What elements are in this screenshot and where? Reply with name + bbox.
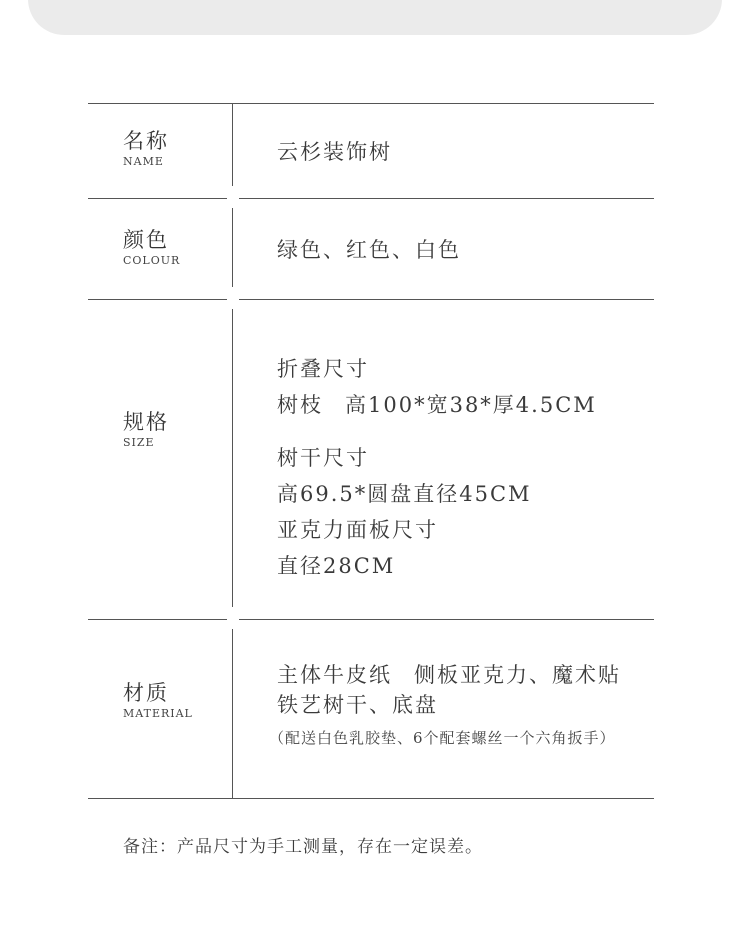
- value-part: 侧板亚克力、魔术贴: [414, 663, 621, 687]
- value-line: 树干尺寸: [277, 446, 369, 470]
- value-part: 高100*宽38*厚4.5CM: [345, 393, 597, 417]
- spec-row-name: [88, 103, 654, 198]
- value-part: 主体牛皮纸: [277, 663, 392, 687]
- label-zh: 规格: [123, 410, 169, 434]
- value-cell: [277, 232, 647, 268]
- value-note: （配送白色乳胶垫、6个配套螺丝一个六角扳手）: [269, 729, 616, 747]
- top-banner: [28, 0, 722, 35]
- footnote: 备注：产品尺寸为手工测量，存在一定误差。: [123, 837, 483, 857]
- table-bottom-rule: [88, 798, 654, 799]
- label-en: NAME: [123, 155, 164, 168]
- value-line: 云杉装饰树: [277, 140, 392, 164]
- value-cell: [277, 134, 647, 170]
- value-part: 树枝: [277, 393, 323, 417]
- label-en: COLOUR: [123, 254, 181, 267]
- spec-row-material: [88, 619, 654, 798]
- value-cell: [277, 351, 647, 584]
- label-cell: [123, 228, 233, 268]
- label-zh: 颜色: [123, 228, 169, 252]
- value-line: 高69.5*圆盘直径45CM: [277, 482, 532, 506]
- value-line: 绿色、红色、白色: [277, 238, 461, 262]
- spec-row-size: [88, 299, 654, 619]
- value-line: 铁艺树干、底盘: [277, 693, 438, 717]
- value-line: 亚克力面板尺寸: [277, 518, 438, 542]
- label-cell: [123, 410, 233, 450]
- label-cell: [123, 681, 233, 721]
- value-line: [277, 387, 647, 423]
- value-line: [277, 660, 647, 690]
- value-line: 直径28CM: [277, 554, 396, 578]
- label-en: MATERIAL: [123, 707, 193, 720]
- label-zh: 材质: [123, 681, 169, 705]
- value-line: 折叠尺寸: [277, 357, 369, 381]
- spec-row-colour: [88, 198, 654, 299]
- label-cell: [123, 129, 233, 169]
- value-cell: [269, 660, 647, 750]
- label-zh: 名称: [123, 129, 169, 153]
- label-en: SIZE: [123, 436, 155, 449]
